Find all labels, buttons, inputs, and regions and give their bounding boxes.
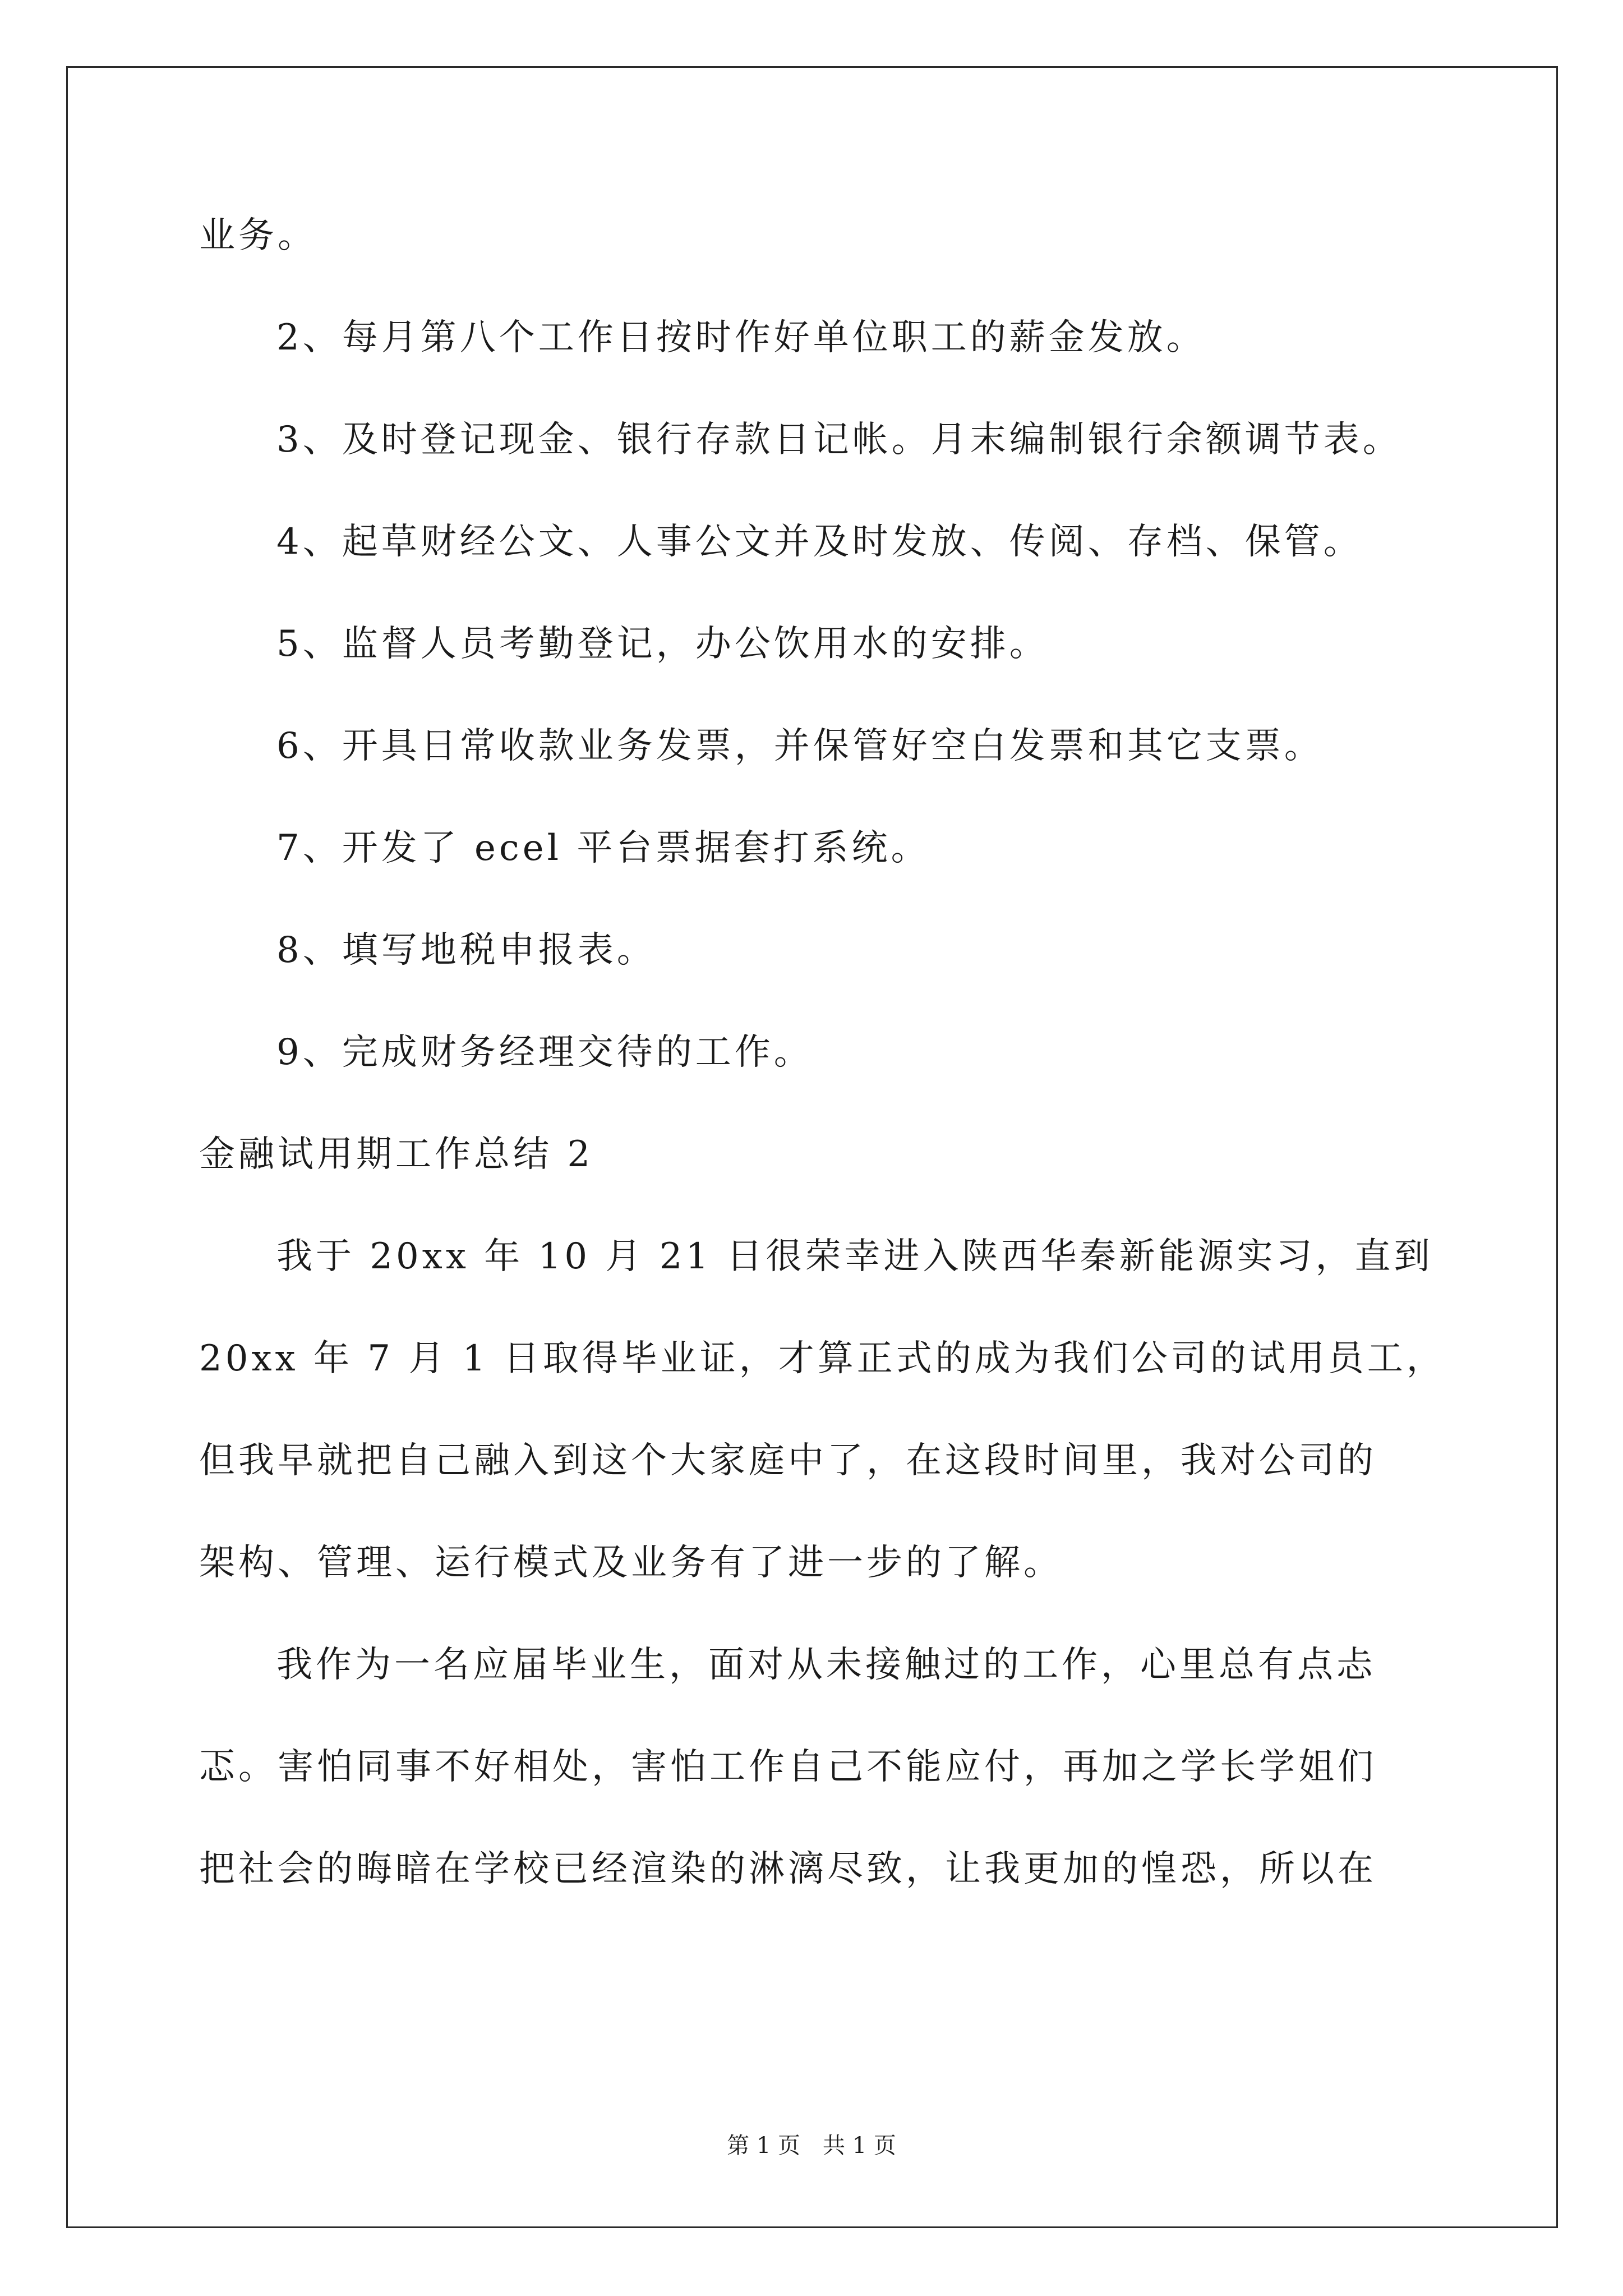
paragraph-line: 我于 20xx 年 10 月 21 日很荣幸进入陕西华秦新能源实习，直到 xyxy=(276,1236,1433,1277)
paragraph-line: 我作为一名应届毕业生，面对从未接触过的工作，心里总有点忐 xyxy=(276,1644,1376,1686)
paragraph-line: 20xx 年 7 月 1 日取得毕业证，才算正式的成为我们公司的试用员工， xyxy=(199,1338,1446,1379)
page-footer: 第 1 页 共 1 页 xyxy=(727,2133,896,2159)
paragraph-line: 把社会的晦暗在学校已经渲染的淋漓尽致，让我更加的惶恐，所以在 xyxy=(199,1848,1377,1890)
list-item: 9、完成财务经理交待的工作。 xyxy=(276,1032,813,1073)
section-heading: 金融试用期工作总结 2 xyxy=(199,1134,594,1175)
list-item: 7、开发了 ecel 平台票据套打系统。 xyxy=(276,827,930,869)
list-item: 8、填写地税申报表。 xyxy=(276,930,656,971)
list-item: 5、监督人员考勤登记，办公饮用水的安排。 xyxy=(276,623,1049,665)
list-item: 3、及时登记现金、银行存款日记帐。月末编制银行余额调节表。 xyxy=(276,419,1402,461)
paragraph-line: 架构、管理、运行模式及业务有了进一步的了解。 xyxy=(199,1542,1063,1584)
list-item: 6、开具日常收款业务发票，并保管好空白发票和其它支票。 xyxy=(276,725,1324,767)
paragraph-line: 但我早就把自己融入到这个大家庭中了，在这段时间里，我对公司的 xyxy=(199,1440,1377,1481)
paragraph-line: 忑。害怕同事不好相处，害怕工作自己不能应付，再加之学长学姐们 xyxy=(199,1746,1377,1788)
list-item: 2、每月第八个工作日按时作好单位职工的薪金发放。 xyxy=(276,317,1206,358)
list-item: 4、起草财经公文、人事公文并及时发放、传阅、存档、保管。 xyxy=(276,521,1363,563)
text-line: 业务。 xyxy=(199,215,317,256)
